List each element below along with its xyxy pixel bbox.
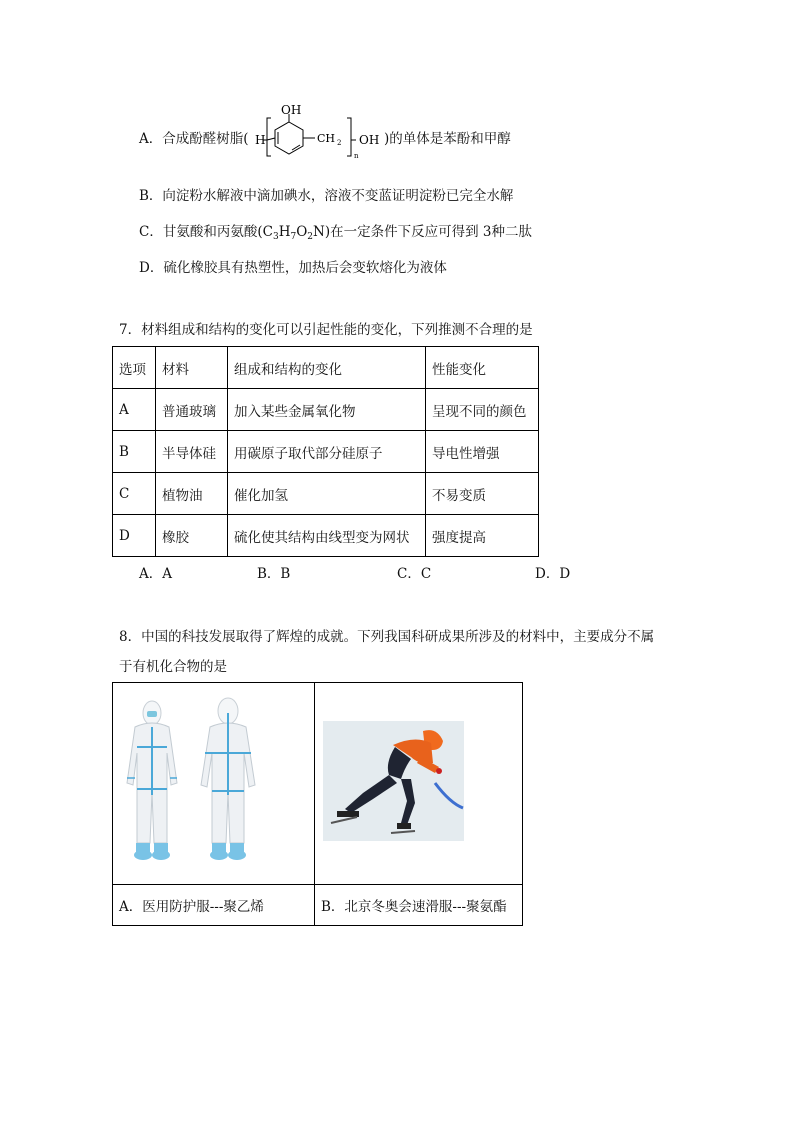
caption-b: B．北京冬奥会速滑服---聚氨酯	[315, 885, 523, 926]
suit-back	[201, 698, 255, 860]
q7-option-a: A．A	[139, 566, 172, 582]
q8-table	[112, 682, 523, 926]
q7-option-d: D．D	[535, 566, 571, 582]
table-cell: 强度提高	[426, 515, 539, 557]
image-cell-b	[315, 683, 523, 885]
formula-oh-right: OH	[359, 133, 380, 147]
table-cell: 橡胶	[156, 515, 228, 557]
table-cell: 导电性增强	[426, 431, 539, 473]
q6-option-d: D．硫化橡胶具有热塑性，加热后会变软熔化为液体	[139, 260, 447, 276]
c-subscript: 3	[272, 232, 279, 242]
q6-option-c-suffix: )在一定条件下反应可得到 3种二肽	[324, 224, 532, 240]
table-cell: 普通玻璃	[156, 389, 228, 431]
header-cell: 性能变化	[426, 347, 539, 389]
q7-table	[112, 346, 539, 557]
caption-a: A．医用防护服---聚乙烯	[113, 885, 315, 926]
header-cell: 组成和结构的变化	[228, 347, 426, 389]
table-cell: 用碳原子取代部分硅原子	[228, 431, 426, 473]
q6-option-a-prefix: A．合成酚醛树脂(	[139, 131, 249, 147]
table-cell: 催化加氢	[228, 473, 426, 515]
table-cell: 硫化使其结构由线型变为网状	[228, 515, 426, 557]
formula-h: H	[255, 133, 266, 147]
table-row	[113, 431, 539, 473]
suit-front	[127, 701, 177, 860]
c-symbol: C	[262, 224, 273, 240]
table-cell: D	[113, 515, 156, 557]
q6-option-c-prefix: C．甘氨酸和丙氨酸(	[139, 224, 263, 240]
n-symbol: N	[313, 224, 325, 240]
table-cell: 呈现不同的颜色	[426, 389, 539, 431]
table-cell: 植物油	[156, 473, 228, 515]
formula-ch2-sub: 2	[337, 139, 342, 147]
q6-option-c	[139, 222, 532, 247]
table-cell: A	[113, 389, 156, 431]
o-subscript: 2	[307, 232, 314, 242]
header-cell: 选项	[113, 347, 156, 389]
formula-n: n	[354, 152, 359, 160]
table-cell: 加入某些金属氧化物	[228, 389, 426, 431]
protective-suit-icon	[113, 683, 314, 880]
q7-option-c: C．C	[397, 566, 432, 582]
q6-option-a-suffix: )的单体是苯酚和甲醇	[384, 131, 511, 147]
table-cell: 不易变质	[426, 473, 539, 515]
h-subscript: 7	[290, 232, 297, 242]
table-row	[113, 515, 539, 557]
table-cell: 半导体硅	[156, 431, 228, 473]
q7-option-b: B．B	[257, 566, 291, 582]
formula-ch2: CH	[317, 132, 336, 145]
o-symbol: O	[296, 224, 308, 240]
q7-stem: 7．材料组成和结构的变化可以引起性能的变化，下列推测不合理的是	[119, 322, 533, 338]
image-cell-a	[113, 683, 315, 885]
h-symbol: H	[278, 224, 291, 240]
structural-formula-svg	[255, 103, 384, 166]
table-row	[113, 473, 539, 515]
table-cell: B	[113, 431, 156, 473]
image-row	[113, 683, 523, 885]
q8-stem-line1: 8．中国的科技发展取得了辉煌的成就。下列我国科研成果所涉及的材料中，主要成分不属	[119, 629, 655, 645]
table-cell: C	[113, 473, 156, 515]
phenolic-resin-structural-formula	[255, 103, 384, 166]
header-cell: 材料	[156, 347, 228, 389]
table-header-row	[113, 347, 539, 389]
formula-oh-top: OH	[281, 103, 302, 117]
speed-skater-icon	[315, 683, 522, 880]
q6-option-b: B．向淀粉水解液中滴加碘水，溶液不变蓝证明淀粉已完全水解	[139, 188, 514, 204]
q8-stem-line2: 于有机化合物的是	[119, 659, 227, 675]
caption-row	[113, 885, 523, 926]
table-row	[113, 389, 539, 431]
